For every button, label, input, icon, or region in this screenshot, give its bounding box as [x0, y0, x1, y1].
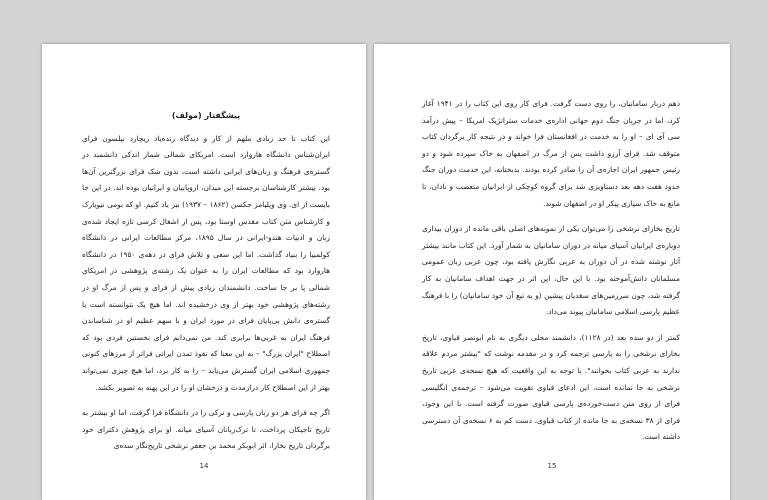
left-page [42, 44, 366, 500]
left-page-body [82, 108, 330, 464]
page-number: 15 [547, 462, 557, 470]
preface-heading: پیشگفتار (مولف) [171, 111, 241, 120]
right-page-body [422, 96, 680, 455]
paragraph: کمتر از دو سده بعد (در ۱۱۲۸)، دانشمند محلی دیگری به نام ابونصر قباوی، تاریخ بخارای نرشخی را به پارسی ترجمه کرد و در مقدمه نوشت که "بیشتر مردم علاقه ندارند به عربی کتاب بخوانند". با توجه به این واقعیت که هیچ نسخه‌ی عربی تاریخ نرشخی به جا نمانده است، این ادعای قباوی تقویت می‌شود – ترجمه‌ی انگلیسی فرای از روی متن دست‌خورده‌ی پارسی قباوی صورت گرفته است. با این وجود، فرای از ۳۸ نسخه‌ی به جا مانده از کتاب قباوی، دست کم به ۶ نسخه‌ی آن دسترسی داشته است. [422, 332, 681, 442]
right-page [374, 44, 730, 500]
paragraph: این کتاب تا حد زیادی ملهم از کار و دیدگاه زنده‌یاد ریچارد نیلسون فرای ایران‌شناس دانشگاه هاروارد است. امریکای شمالی شمار اندکی دانشمند در گستره‌ی فرهنگ و زبان‌های ایرانی داشته است، بدون شک فرای بزرگترین آن‌ها بود. بیشتر کارشناسان برجسته این میدان، اروپاییان و ایرانیان بوده اند. در این جا بایست از ای. وی ویلیامز جکسن (۱۸۶۲ – ۱۹۳۷) نیز یاد کنیم. او که بومی نیویارک و کارشناس متن کتاب مقدس اوستا بود، پس از اشغال کرسی تازه ایجاد شده‌ی زبان و ادبیات هندو-ایرانی در سال ۱۸۹۵، مرکز مطالعات ایرانی در دانشگاه کولمبیا را بنیاد گذاشت. اما این سعی و تلاش فرای در دهه‌ی ۱۹۵۰ در دانشگاه هاروارد بود که مطالعات ایران را به عنوان یک رشته‌ی پژوهشی در امریکای شمالی پا بر جا ساخت. دانشمندان زیادی پیش از فرای و پس از مرگ او در رشته‌های پژوهشی خود بهتر از وی درخشیده اند. اما هیچ یک نتوانسته است با گستره‌ی دانش بی‌پایان فرای در مورد ایران و با سهم عظیم او در شناساندن فرهنگ ایران به غربی‌ها برابری کند. من نمی‌دانم فرای نخستین فردی بود که اصطلاح "ایران بزرگ" – به این معنا که نفوذ تمدن ایرانی فراتر از مرزهای کنونی جمهوری اسلامی ایران گسترش می‌یابد – را به کار برد، اما هیچ چیزی نمی‌تواند بهتر از این اصطلاح کار درازمدت و درخشان او را در این پهنه به تصویر بکشد. [82, 133, 331, 392]
paragraph: تاریخ بخارای نرشخی را می‌توان یکی از نمونه‌های اصلی باقی مانده از دوران بیداری دوباره‌ی ایرانیان آسیای میانه در دوران سامانیان به شمار آورد. این کتاب مانند بیشتر آثار نوشته شده در آن دوران به عربی نگارش یافته بود، چون عربی زبان عمومی مسلمانان دانش‌آموخته بود. با این حال، این اثر در جهت اهداف سامانیان به کار گرفته شد، چون سرزمین‌های سغدیان پیشین (و به تبع آن خود سامانیان) را با فرهنگ عظیم پارسی اسلامی سامانیان پیوند می‌داد. [422, 224, 680, 317]
paragraph: دهم دربار سامانیان، را روی دست گرفت. فرای کار روی این کتاب را در ۱۹۴۱ آغاز کرد، اما در جریان جنگ دوم جهانی اداره‌ی خدمات ستراتژیک امریکا – پیش درآمد سی آی ای – او را به خدمت در افغانستان فرا خواند و در نتیجه کار برگردان کتاب متوقف شد. فرای آرزو داشت پس از مرگ در اصفهان به خاک سپرده شود و دو رئیس جمهور ایران اجازه‌ی آن را صادر کرده بودند. بدبختانه، این خدمت دوران جنگ حدود هفت دهه بعد دستاویزی شد برای گروه کوچکی از ایرانیان متعصب و نادان، تا مانع به خاک سپاری پیکر او در اصفهان شوند. [422, 99, 681, 208]
page-number: 14 [199, 462, 209, 470]
paragraph: اگر چه فرای هر دو زبان پارسی و ترکی را در دانشگاه فرا گرفت، اما او بیشتر به تاریخ تاجیکان پرداخت، تا ترک‌زبانان آسیای میانه. او برای پژوهش دکترای خود برگردان تاریخ بخارا، اثر ابوبکر محمد بن جعفر نرشخی تاریخ‌نگار سده‌ی [82, 408, 330, 451]
